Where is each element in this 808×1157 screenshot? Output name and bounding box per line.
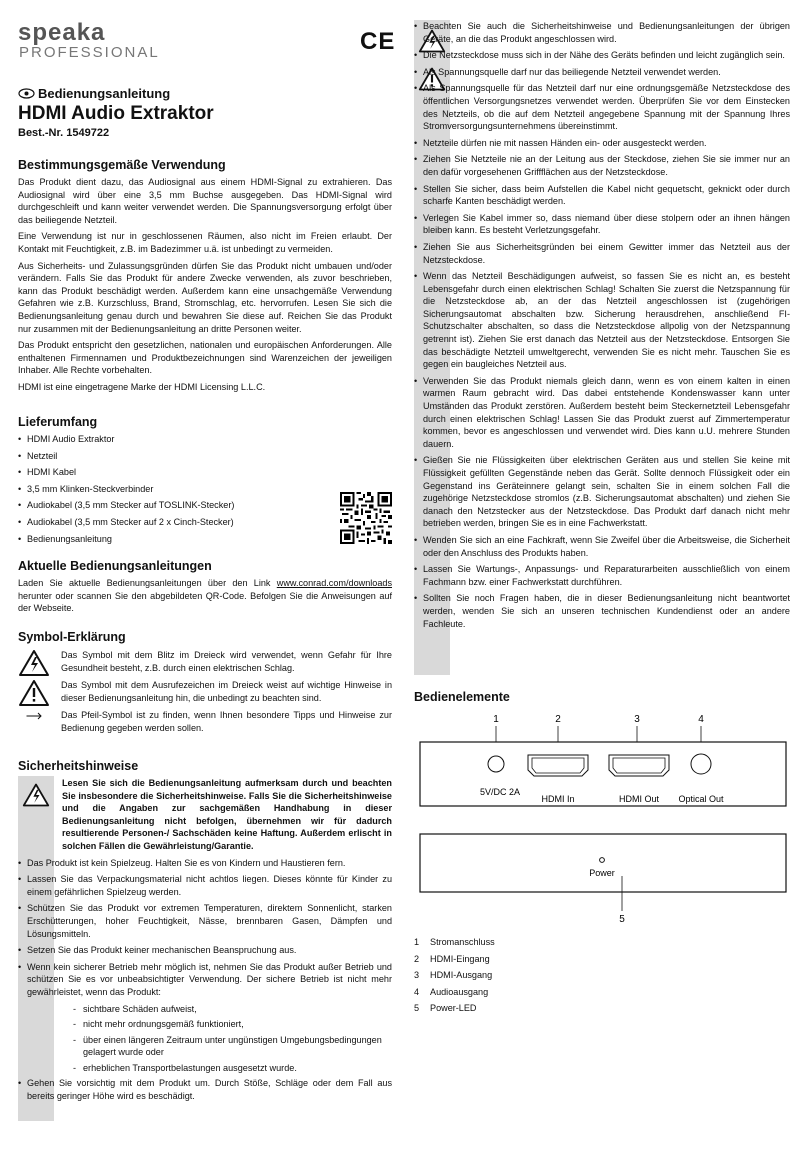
port-label: Optical Out: [678, 794, 724, 804]
safety-item: • Ziehen Sie aus Sicherheitsgründen bei einem Gewitter immer das Netzteil aus der Netzsteckdose.: [414, 241, 790, 266]
legend-number: 5: [414, 1003, 420, 1013]
order-number: Best.-Nr. 1549722: [18, 127, 110, 139]
eye-icon: [18, 88, 35, 99]
delivery-item: • HDMI Kabel: [18, 466, 392, 479]
symbol-text: Das Pfeil-Symbol ist zu finden, wenn Ihnen besondere Tipps und Hinweise zur Bedienung gegeben werden sollen.: [61, 710, 392, 733]
safety-item: • Wenn kein sicherer Betrieb mehr möglich ist, nehmen Sie das Produkt außer Betrieb und schützen Sie es vor unbeabsichtigter Verwendung. Der sichere Betrieb ist nicht mehr gewährleistet, wenn das Produkt:: [18, 961, 392, 999]
intended-use-section: [18, 158, 392, 398]
arrow-icon: [18, 709, 50, 723]
current-manuals-text-before: Laden Sie aktuelle Bedienungsanleitungen über den Link: [18, 578, 277, 588]
safety-item: • Wenden Sie sich an eine Fachkraft, wenn Sie Zweifel über die Arbeitsweise, die Sicherheit oder den Anschluss des Produkts haben.: [414, 534, 790, 559]
callout-number: 5: [619, 914, 625, 925]
exclamation-warning-icon: [18, 679, 50, 707]
current-manuals-section: [18, 559, 392, 615]
current-manuals-text: [18, 577, 392, 615]
safety-item: • Setzen Sie das Produkt keiner mechanischen Beanspruchung aus.: [18, 944, 392, 957]
legend-label: Audioausgang: [430, 986, 489, 997]
controls-legend: [414, 934, 790, 1017]
symbol-text: Das Symbol mit dem Ausrufezeichen im Dreieck weist auf wichtige Hinweise in dieser Bedienungsanleitung hin, die unbedingt zu beachten sind.: [61, 680, 392, 703]
qr-code: [340, 492, 392, 544]
safety-sub-item: - über einen längeren Zeitraum unter ungünstigen Umgebungsbedingungen gelagert wurde oder: [71, 1034, 392, 1059]
product-title: HDMI Audio Extraktor: [18, 103, 214, 124]
symbol-row: [18, 679, 392, 704]
callout-number: 3: [634, 714, 640, 725]
symbols-section: [18, 630, 392, 740]
safety-item: • Gießen Sie nie Flüssigkeiten über elektrischen Geräten aus und stellen Sie keine mit Flüssigkeit gefüllten Gegenstände neben das Gerät. Sollte dennoch Flüssigkeit oder ein Gegenstand ins Geräteinnere gelangt sein, schalten Sie in einem solchen Fall die zugehörige Netzsteckdose stromlos (z.B. Sicherungsautomat abschalten) und ziehen Sie danach den Netzstecker aus der Netzsteckdose. Das Produkt darf danach nicht mehr betrieben werden, bringen Sie es in eine Fachwerkstatt.: [414, 454, 790, 530]
safety-item: • Sollten Sie noch Fragen haben, die in dieser Bedienungsanleitung nicht beantwortet werden, wenden Sie sich an unseren technischen Kundendienst oder an andere Fachleute.: [414, 592, 790, 630]
controls-heading: Bedienelemente: [414, 690, 510, 704]
safety-intro: Lesen Sie sich die Bedienungsanleitung aufmerksam durch und beachten Sie insbesondere die Sicherheitshinweise. Falls Sie die Sicherheitshinweise und die Angaben zur sachgemäßen Handhabung in dieser Bedienungsanleitung nicht befolgen, übernehmen wir für dadurch resultierende Personen-/ Sachschäden keine Haftung. Außerdem erlischt in solchen Fällen die Gewährleistung/Garantie.: [62, 778, 392, 851]
safety-sub-item: - sichtbare Schäden aufweist,: [71, 1003, 392, 1016]
delivery-item: • 3,5 mm Klinken-Steckverbinder: [18, 483, 392, 496]
port-label: 5V/DC 2A: [480, 787, 521, 797]
legend-number: 4: [414, 986, 420, 997]
safety-item: • Ziehen Sie Netzteile nie an der Leitung aus der Steckdose, ziehen Sie sie immer nur an den dafür vorgesehenen Griffflächen aus der Netzsteckdose.: [414, 153, 790, 178]
delivery-item: • Netzteil: [18, 450, 392, 463]
safety-item: • Lassen Sie das Verpackungsmaterial nicht achtlos liegen. Dieses könnte für Kinder zu einem gefährlichen Spielzeug werden.: [18, 873, 392, 898]
delivery-section: [18, 415, 392, 549]
safety-content-left: [18, 777, 392, 1107]
symbol-row: [18, 709, 392, 734]
brand-name: speaka: [18, 20, 106, 46]
symbol-text: Das Symbol mit dem Blitz im Dreieck wird verwendet, wenn Gefahr für Ihre Gesundheit besteht, z.B. durch einen elektrischen Schlag.: [61, 650, 392, 673]
lightning-warning-icon: [18, 649, 50, 677]
brand-logo: [18, 20, 168, 60]
safety-item: • Wenn das Netzteil Beschädigungen aufweist, so fassen Sie es nicht an, es besteht Lebensgefahr durch einen elektrischen Schlag! Schalten Sie zuerst die Netzspannung für die Netzsteckdose ab, an der das Netzteil angeschlossen ist (zugehörigen Sicherungsautomat abschalten bzw. Sicherung herausdrehen, anschließend FI-Schutzschalter abschalten, so dass die Netzsteckdose allpolig von der Netzspannung getrennt ist). Ziehen Sie erst danach das Netzteil aus der Netzsteckdose. Entsorgen Sie das beschädigte Netzteil umweltgerecht, verwenden Sie es nicht mehr. Tauschen Sie es gegen ein baugleiches Netzteil aus.: [414, 270, 790, 371]
legend-label: Stromanschluss: [430, 937, 495, 947]
safety-sub-item: - erheblichen Transportbelastungen ausgesetzt wurde.: [71, 1062, 392, 1075]
ce-mark: CE: [360, 28, 396, 55]
intended-use-paragraph: Eine Verwendung ist nur in geschlossenen Räumen, also nicht im Freien erlaubt. Der Kontakt mit Feuchtigkeit, z.B. im Badezimmer u.ä. ist unbedingt zu vermeiden.: [18, 231, 392, 254]
safety-item: • Gehen Sie vorsichtig mit dem Produkt um. Durch Stöße, Schläge oder dem Fall aus bereits geringer Höhe wird es beschädigt.: [18, 1077, 392, 1102]
brand-logo-graphic: [18, 20, 168, 60]
legend-number: 1: [414, 937, 420, 947]
safety-item: • Schützen Sie das Produkt vor extremen Temperaturen, direktem Sonnenlicht, starken Erschütterungen, hoher Feuchtigkeit, Nässe, brennbaren Gasen, Dämpfen und Lösungsmitteln.: [18, 902, 392, 940]
intended-use-heading: Bestimmungsgemäße Verwendung: [18, 158, 226, 172]
device-back-panel: [420, 742, 786, 806]
safety-item: • Beachten Sie auch die Sicherheitshinweise und Bedienungsanleitungen der übrigen Geräte, an die das Produkt angeschlossen wird.: [414, 20, 790, 45]
legend-number: 2: [414, 953, 420, 964]
symbols-heading: Symbol-Erklärung: [18, 630, 126, 644]
device-diagram: [414, 708, 790, 928]
safety-item: • Als Spannungsquelle für das Netzteil darf nur eine ordnungsgemäße Netzsteckdose des öffentlichen Versorgungsnetzes verwendet werden. Überprüfen Sie vor dem Einstecken des Netzteils, ob die auf dem Netzteil angegebene Spannung mit der Spannung Ihres Stromversorgungsunternehmens übereinstimmt.: [414, 82, 790, 132]
symbol-row: [18, 649, 392, 674]
delivery-item: • HDMI Audio Extraktor: [18, 433, 392, 446]
port-label: HDMI Out: [618, 794, 660, 804]
safety-sub-item: - nicht mehr ordnungsgemäß funktioniert,: [71, 1018, 392, 1031]
safety-item: • Als Spannungsquelle darf nur das beiliegende Netzteil verwendet werden.: [414, 66, 790, 79]
safety-item: • Die Netzsteckdose muss sich in der Nähe des Geräts befinden und leicht zugänglich sein.: [414, 49, 790, 62]
intended-use-paragraph: HDMI ist eine eingetragene Marke der HDMI Licensing L.L.C.: [18, 381, 266, 392]
port-label: HDMI In: [541, 794, 575, 804]
intended-use-paragraph: Aus Sicherheits- und Zulassungsgründen dürfen Sie das Produkt nicht umbauen und/oder verändern. Falls Sie das Produkt für andere Zwecke verwenden, als zuvor beschrieben, kann das Produkt beschädigt werden. Außerdem kann eine unsachgemäße Verwendung Gefahren wie z.B. Kurzschluss, Brand, Stromschlag, etc. hervorrufen. Lesen Sie sich die Bedienungsanleitung genau durch und bewahren Sie diese auf. Reichen Sie das Produkt nur zusammen mit der Bedienungsanleitung an dritte Personen weiter.: [18, 260, 392, 334]
safety-item: • Verwenden Sie das Produkt niemals gleich dann, wenn es von einem kalten in einen warmen Raum gebracht wird. Das dabei entstehende Kondenswasser kann unter Umständen das Produkt zerstören. Außerdem besteht beim Steckernetzteil Lebensgefahr durch einen elektrischen Schlag! Lassen Sie das Produkt zuerst auf Zimmertemperatur kommen, bevor es angeschlossen und verwendet wird. Dies kann u.U. mehrere Stunden dauern.: [414, 375, 790, 451]
safety-heading: Sicherheitshinweise: [18, 759, 139, 773]
legend-row: [414, 984, 790, 1001]
safety-item: • Lassen Sie Wartungs-, Anpassungs- und Reparaturarbeiten ausschließlich von einem Fachmann bzw. einer Fachwerkstatt durchführen.: [414, 563, 790, 588]
legend-row: [414, 967, 790, 984]
intended-use-paragraph: Das Produkt dient dazu, das Audiosignal aus einem HDMI-Signal zu extrahieren. Das Audiosignal wird über eine 3,5 mm Buchse ausgegeben. Das HDMI-Signal wird durchgeschleift und kann weiter verwendet werden. Die Spannungsversorgung erfolgt über das beiliegende Netzteil.: [18, 177, 392, 225]
safety-content-right: [414, 20, 790, 634]
device-front-panel: [420, 834, 786, 892]
callout-number: 2: [555, 714, 561, 725]
legend-row: [414, 1000, 790, 1017]
legend-label: Power-LED: [430, 1003, 477, 1013]
manual-label: Bedienungsanleitung: [38, 86, 171, 101]
safety-item: • Netzteile dürfen nie mit nassen Händen ein- oder ausgesteckt werden.: [414, 137, 790, 150]
legend-number: 3: [414, 970, 420, 980]
intended-use-paragraph: Das Produkt entspricht den gesetzlichen, nationalen und europäischen Anforderungen. Alle enthaltenen Firmennamen und Produktbezeichnungen sind Warenzeichen der jeweiligen Inhaber. Alle Rechte vorbehalten.: [18, 340, 392, 376]
delivery-item: • Audiokabel (3,5 mm Stecker auf TOSLINK-Stecker): [18, 499, 392, 512]
download-link[interactable]: www.conrad.com/downloads: [276, 578, 392, 588]
safety-item: • Stellen Sie sicher, dass beim Aufstellen die Kabel nicht gequetscht, geknickt oder durch scharfe Kanten beschädigt werden.: [414, 183, 790, 208]
legend-label: HDMI-Ausgang: [430, 970, 493, 980]
current-manuals-heading: Aktuelle Bedienungsanleitungen: [18, 559, 212, 573]
legend-row: [414, 934, 790, 951]
delivery-item: • Audiokabel (3,5 mm Stecker auf 2 x Cinch-Stecker): [18, 516, 392, 529]
safety-item: • Das Produkt ist kein Spielzeug. Halten Sie es von Kindern und Haustieren fern.: [18, 857, 392, 870]
brand-sub: PROFESSIONAL: [19, 44, 160, 60]
current-manuals-text-after: herunter oder scannen Sie den abgebildeten QR-Code. Befolgen Sie die Anweisungen auf der Webseite.: [18, 590, 392, 614]
power-label: Power: [589, 868, 615, 878]
legend-row: [414, 951, 790, 968]
callout-number: 4: [698, 714, 704, 725]
delivery-heading: Lieferumfang: [18, 415, 98, 429]
callout-number: 1: [493, 714, 499, 725]
safety-item: • Verlegen Sie Kabel immer so, dass niemand über diese stolpern oder an ihnen hängen bleiben kann. Es besteht Verletzungsgefahr.: [414, 212, 790, 237]
title-block: [18, 86, 392, 139]
legend-label: HDMI-Eingang: [430, 953, 490, 964]
delivery-item: • Bedienungsanleitung: [18, 533, 392, 546]
